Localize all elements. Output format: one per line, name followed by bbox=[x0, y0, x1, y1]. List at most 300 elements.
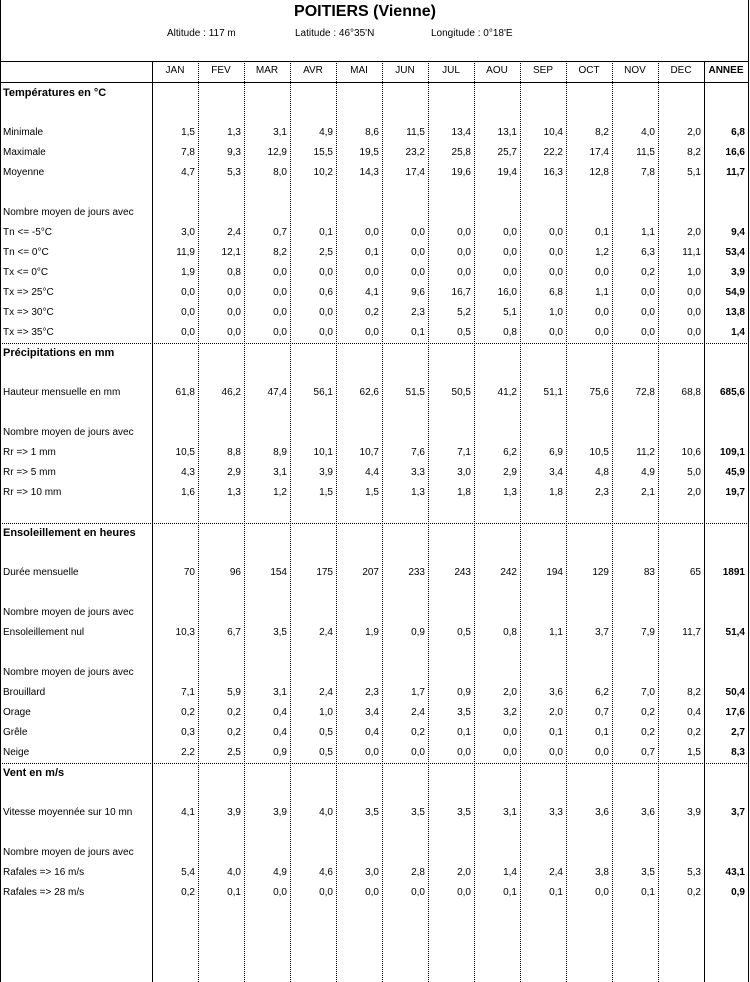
table-cell: 0,4 bbox=[273, 727, 287, 738]
table-cell: 7,9 bbox=[641, 627, 655, 638]
table-cell: 2,3 bbox=[365, 687, 379, 698]
row-label: Orage bbox=[3, 707, 31, 718]
table-cell: 0,0 bbox=[595, 747, 609, 758]
table-cell: 8,0 bbox=[273, 167, 287, 178]
table-cell: 65 bbox=[689, 567, 701, 578]
table-cell: 2,4 bbox=[411, 707, 425, 718]
table-cell: 23,2 bbox=[405, 147, 425, 158]
table-cell: 13,4 bbox=[451, 127, 471, 138]
table-cell: 0,0 bbox=[549, 227, 563, 238]
section-divider bbox=[0, 343, 749, 344]
table-cell: 11,5 bbox=[406, 127, 425, 138]
table-cell: 194 bbox=[546, 567, 563, 578]
table-cell: 7,6 bbox=[411, 447, 425, 458]
column-line bbox=[382, 61, 383, 982]
table-cell: 0,0 bbox=[411, 887, 425, 898]
annual-total-cell: 13,8 bbox=[725, 307, 745, 318]
column-header-sep: SEP bbox=[532, 65, 553, 76]
table-cell: 0,0 bbox=[273, 327, 287, 338]
table-cell: 10,7 bbox=[359, 447, 379, 458]
table-cell: 0,0 bbox=[549, 267, 563, 278]
column-header-jun: JUN bbox=[395, 65, 415, 76]
table-cell: 0,6 bbox=[319, 287, 333, 298]
section-title: Températures en °C bbox=[3, 87, 107, 99]
table-cell: 1,8 bbox=[457, 487, 471, 498]
row-label: Tx => 30°C bbox=[3, 307, 54, 318]
table-cell: 0,0 bbox=[365, 267, 379, 278]
row-label: Rafales => 16 m/s bbox=[3, 867, 85, 878]
section-title: Ensoleillement en heures bbox=[3, 527, 136, 539]
table-cell: 2,9 bbox=[227, 467, 241, 478]
table-cell: 22,2 bbox=[543, 147, 563, 158]
table-cell: 0,1 bbox=[503, 887, 517, 898]
column-line bbox=[704, 61, 705, 982]
table-cell: 50,5 bbox=[451, 387, 471, 398]
table-cell: 0,0 bbox=[319, 887, 333, 898]
table-cell: 0,2 bbox=[411, 727, 425, 738]
annual-total-cell: 8,3 bbox=[731, 747, 745, 758]
table-cell: 0,8 bbox=[503, 627, 517, 638]
table-cell: 0,2 bbox=[687, 887, 701, 898]
table-cell: 8,9 bbox=[273, 447, 287, 458]
table-cell: 10,1 bbox=[313, 447, 333, 458]
table-cell: 4,7 bbox=[181, 167, 195, 178]
table-cell: 0,4 bbox=[273, 707, 287, 718]
table-cell: 0,0 bbox=[595, 307, 609, 318]
column-header-jan: JAN bbox=[165, 65, 185, 76]
column-line bbox=[612, 61, 613, 982]
table-cell: 4,9 bbox=[273, 867, 287, 878]
table-cell: 4,8 bbox=[595, 467, 609, 478]
table-cell: 12,8 bbox=[589, 167, 609, 178]
annual-total-cell: 54,9 bbox=[725, 287, 745, 298]
column-header-jul: JUL bbox=[442, 65, 460, 76]
annual-total-cell: 3,9 bbox=[731, 267, 745, 278]
table-cell: 17,4 bbox=[405, 167, 425, 178]
table-cell: 0,0 bbox=[503, 267, 517, 278]
column-header-avr: AVR bbox=[303, 65, 323, 76]
table-cell: 10,2 bbox=[313, 167, 333, 178]
table-cell: 0,0 bbox=[457, 887, 471, 898]
table-cell: 8,2 bbox=[595, 127, 609, 138]
table-cell: 1,0 bbox=[687, 267, 701, 278]
table-cell: 0,7 bbox=[273, 227, 287, 238]
table-cell: 0,0 bbox=[457, 747, 471, 758]
table-cell: 0,5 bbox=[319, 727, 333, 738]
table-cell: 19,4 bbox=[497, 167, 517, 178]
table-cell: 0,0 bbox=[181, 307, 195, 318]
row-label: Tx => 25°C bbox=[3, 287, 54, 298]
column-line bbox=[566, 61, 567, 982]
table-cell: 11,5 bbox=[636, 147, 655, 158]
table-cell: 2,8 bbox=[411, 867, 425, 878]
table-cell: 46,2 bbox=[221, 387, 241, 398]
table-cell: 1,3 bbox=[503, 487, 517, 498]
table-cell: 0,0 bbox=[503, 747, 517, 758]
section-divider bbox=[0, 523, 749, 524]
page-title: POITIERS (Vienne) bbox=[294, 3, 436, 20]
table-cell: 17,4 bbox=[589, 147, 609, 158]
table-cell: 1,3 bbox=[227, 487, 241, 498]
altitude-text: Altitude : 117 m bbox=[167, 28, 236, 39]
header-bottom-line bbox=[0, 82, 749, 83]
table-cell: 3,1 bbox=[503, 807, 517, 818]
table-cell: 2,4 bbox=[549, 867, 563, 878]
table-cell: 154 bbox=[270, 567, 287, 578]
table-cell: 56,1 bbox=[313, 387, 333, 398]
column-header-mai: MAI bbox=[350, 65, 368, 76]
table-cell: 4,4 bbox=[365, 467, 379, 478]
row-label: Ensoleillement nul bbox=[3, 627, 85, 638]
table-cell: 1,4 bbox=[503, 867, 517, 878]
table-cell: 3,4 bbox=[549, 467, 563, 478]
table-cell: 1,1 bbox=[549, 627, 563, 638]
table-cell: 7,8 bbox=[641, 167, 655, 178]
table-cell: 3,6 bbox=[641, 807, 655, 818]
note-label: Nombre moyen de jours avec bbox=[3, 607, 134, 618]
table-cell: 1,1 bbox=[641, 227, 655, 238]
table-cell: 0,0 bbox=[365, 887, 379, 898]
table-cell: 3,0 bbox=[365, 867, 379, 878]
table-cell: 2,0 bbox=[687, 127, 701, 138]
table-cell: 0,0 bbox=[273, 887, 287, 898]
table-cell: 75,6 bbox=[589, 387, 609, 398]
table-cell: 3,9 bbox=[273, 807, 287, 818]
table-cell: 2,0 bbox=[549, 707, 563, 718]
table-cell: 10,5 bbox=[589, 447, 609, 458]
table-cell: 8,2 bbox=[687, 147, 701, 158]
annual-total-cell: 43,1 bbox=[725, 867, 745, 878]
header-top-line bbox=[0, 61, 749, 62]
table-cell: 0,0 bbox=[365, 747, 379, 758]
table-cell: 0,0 bbox=[227, 307, 241, 318]
table-cell: 233 bbox=[408, 567, 425, 578]
row-label: Tn <= 0°C bbox=[3, 247, 49, 258]
annual-total-cell: 6,8 bbox=[731, 127, 745, 138]
table-cell: 8,2 bbox=[687, 687, 701, 698]
table-cell: 0,0 bbox=[687, 287, 701, 298]
table-cell: 4,0 bbox=[319, 807, 333, 818]
table-cell: 3,3 bbox=[549, 807, 563, 818]
table-cell: 5,9 bbox=[227, 687, 241, 698]
table-cell: 0,5 bbox=[457, 327, 471, 338]
table-cell: 5,2 bbox=[457, 307, 471, 318]
table-cell: 72,8 bbox=[635, 387, 655, 398]
table-cell: 5,1 bbox=[687, 167, 701, 178]
column-header-aou: AOU bbox=[486, 65, 508, 76]
table-cell: 0,9 bbox=[457, 687, 471, 698]
table-cell: 11,2 bbox=[636, 447, 655, 458]
table-cell: 6,3 bbox=[641, 247, 655, 258]
table-cell: 1,5 bbox=[181, 127, 195, 138]
table-cell: 175 bbox=[316, 567, 333, 578]
table-cell: 1,2 bbox=[273, 487, 287, 498]
table-cell: 3,5 bbox=[411, 807, 425, 818]
table-cell: 6,2 bbox=[503, 447, 517, 458]
table-cell: 5,1 bbox=[503, 307, 517, 318]
table-cell: 0,0 bbox=[457, 267, 471, 278]
table-cell: 0,0 bbox=[503, 727, 517, 738]
row-label: Maximale bbox=[3, 147, 46, 158]
table-cell: 0,0 bbox=[687, 327, 701, 338]
table-cell: 6,9 bbox=[549, 447, 563, 458]
table-cell: 0,0 bbox=[549, 247, 563, 258]
table-frame-left bbox=[0, 0, 1, 982]
table-cell: 1,7 bbox=[411, 687, 425, 698]
annual-total-cell: 50,4 bbox=[725, 687, 745, 698]
row-label: Neige bbox=[3, 747, 30, 758]
table-cell: 7,8 bbox=[181, 147, 195, 158]
table-cell: 10,5 bbox=[175, 447, 195, 458]
table-cell: 0,0 bbox=[227, 287, 241, 298]
table-cell: 0,0 bbox=[273, 287, 287, 298]
table-cell: 68,8 bbox=[681, 387, 701, 398]
column-line bbox=[198, 61, 199, 982]
table-cell: 2,3 bbox=[595, 487, 609, 498]
table-cell: 0,2 bbox=[365, 307, 379, 318]
table-cell: 16,7 bbox=[451, 287, 471, 298]
table-cell: 0,0 bbox=[273, 307, 287, 318]
column-line bbox=[290, 61, 291, 982]
note-label: Nombre moyen de jours avec bbox=[3, 207, 134, 218]
table-cell: 51,5 bbox=[405, 387, 425, 398]
column-line bbox=[658, 61, 659, 982]
table-cell: 242 bbox=[500, 567, 517, 578]
table-cell: 10,6 bbox=[681, 447, 701, 458]
table-cell: 1,0 bbox=[319, 707, 333, 718]
table-cell: 0,0 bbox=[273, 267, 287, 278]
table-cell: 0,0 bbox=[319, 307, 333, 318]
table-cell: 0,0 bbox=[641, 327, 655, 338]
table-cell: 2,5 bbox=[227, 747, 241, 758]
table-cell: 10,3 bbox=[175, 627, 195, 638]
table-cell: 0,0 bbox=[227, 327, 241, 338]
section-title: Vent en m/s bbox=[3, 767, 65, 779]
table-cell: 3,8 bbox=[595, 867, 609, 878]
column-line bbox=[428, 61, 429, 982]
table-cell: 0,2 bbox=[227, 707, 241, 718]
table-cell: 5,0 bbox=[687, 467, 701, 478]
table-cell: 1,9 bbox=[365, 627, 379, 638]
table-cell: 96 bbox=[229, 567, 241, 578]
table-cell: 0,9 bbox=[273, 747, 287, 758]
table-cell: 207 bbox=[362, 567, 379, 578]
row-label: Rr => 5 mm bbox=[3, 467, 56, 478]
table-cell: 0,1 bbox=[411, 327, 425, 338]
table-cell: 4,0 bbox=[227, 867, 241, 878]
column-header-annee: ANNEE bbox=[708, 65, 744, 76]
table-cell: 0,0 bbox=[411, 247, 425, 258]
table-cell: 8,8 bbox=[227, 447, 241, 458]
table-cell: 0,0 bbox=[549, 327, 563, 338]
table-cell: 3,2 bbox=[503, 707, 517, 718]
annual-total-cell: 11,7 bbox=[726, 167, 745, 178]
table-cell: 7,0 bbox=[641, 687, 655, 698]
table-cell: 0,8 bbox=[227, 267, 241, 278]
table-cell: 0,1 bbox=[549, 727, 563, 738]
table-cell: 5,3 bbox=[687, 867, 701, 878]
table-cell: 0,2 bbox=[181, 707, 195, 718]
table-cell: 1,5 bbox=[687, 747, 701, 758]
table-cell: 0,0 bbox=[319, 267, 333, 278]
table-cell: 3,3 bbox=[411, 467, 425, 478]
row-label: Minimale bbox=[3, 127, 44, 138]
table-cell: 4,0 bbox=[641, 127, 655, 138]
row-label: Rr => 10 mm bbox=[3, 487, 62, 498]
table-cell: 0,0 bbox=[365, 327, 379, 338]
table-cell: 2,0 bbox=[687, 227, 701, 238]
table-cell: 3,4 bbox=[365, 707, 379, 718]
section-divider bbox=[0, 763, 749, 764]
table-cell: 0,0 bbox=[595, 267, 609, 278]
annual-total-cell: 0,9 bbox=[731, 887, 745, 898]
table-cell: 0,7 bbox=[595, 707, 609, 718]
table-cell: 2,4 bbox=[319, 687, 333, 698]
table-cell: 0,2 bbox=[641, 707, 655, 718]
table-cell: 25,8 bbox=[451, 147, 471, 158]
table-cell: 0,2 bbox=[641, 267, 655, 278]
row-label: Tx <= 0°C bbox=[3, 267, 49, 278]
table-cell: 7,1 bbox=[181, 687, 195, 698]
row-label: Tn <= -5°C bbox=[3, 227, 53, 238]
table-cell: 1,3 bbox=[227, 127, 241, 138]
row-label: Tx => 35°C bbox=[3, 327, 54, 338]
table-cell: 1,5 bbox=[365, 487, 379, 498]
row-label: Rafales => 28 m/s bbox=[3, 887, 85, 898]
column-line bbox=[336, 61, 337, 982]
annual-total-cell: 51,4 bbox=[725, 627, 745, 638]
table-cell: 0,0 bbox=[457, 247, 471, 258]
table-cell: 0,0 bbox=[365, 227, 379, 238]
table-cell: 0,1 bbox=[595, 727, 609, 738]
table-cell: 0,9 bbox=[411, 627, 425, 638]
table-cell: 11,9 bbox=[176, 247, 195, 258]
table-cell: 61,8 bbox=[175, 387, 195, 398]
table-cell: 0,8 bbox=[503, 327, 517, 338]
table-cell: 41,2 bbox=[497, 387, 517, 398]
table-cell: 47,4 bbox=[267, 387, 287, 398]
table-cell: 4,1 bbox=[181, 807, 195, 818]
annual-total-cell: 17,6 bbox=[725, 707, 745, 718]
table-cell: 2,0 bbox=[457, 867, 471, 878]
table-cell: 2,0 bbox=[687, 487, 701, 498]
row-label: Hauteur mensuelle en mm bbox=[3, 387, 121, 398]
annual-total-cell: 9,4 bbox=[731, 227, 745, 238]
table-cell: 0,0 bbox=[181, 287, 195, 298]
table-cell: 10,4 bbox=[543, 127, 563, 138]
table-cell: 0,2 bbox=[687, 727, 701, 738]
table-cell: 0,1 bbox=[549, 887, 563, 898]
annual-total-cell: 16,6 bbox=[725, 147, 745, 158]
table-cell: 8,2 bbox=[273, 247, 287, 258]
column-line bbox=[244, 61, 245, 982]
annual-total-cell: 1,4 bbox=[731, 327, 745, 338]
table-cell: 4,6 bbox=[319, 867, 333, 878]
column-line bbox=[152, 61, 153, 982]
table-cell: 2,4 bbox=[319, 627, 333, 638]
table-cell: 51,1 bbox=[543, 387, 563, 398]
table-cell: 9,6 bbox=[411, 287, 425, 298]
table-cell: 0,7 bbox=[641, 747, 655, 758]
annual-total-cell: 19,7 bbox=[725, 487, 745, 498]
table-cell: 0,0 bbox=[641, 287, 655, 298]
table-cell: 16,0 bbox=[497, 287, 517, 298]
table-cell: 3,9 bbox=[227, 807, 241, 818]
table-cell: 129 bbox=[592, 567, 609, 578]
annual-total-cell: 53,4 bbox=[725, 247, 745, 258]
table-cell: 16,3 bbox=[543, 167, 563, 178]
table-cell: 0,0 bbox=[595, 887, 609, 898]
table-cell: 6,8 bbox=[549, 287, 563, 298]
table-cell: 62,6 bbox=[359, 387, 379, 398]
annual-total-cell: 45,9 bbox=[725, 467, 745, 478]
table-cell: 3,1 bbox=[273, 127, 287, 138]
table-cell: 2,1 bbox=[641, 487, 655, 498]
column-line bbox=[474, 61, 475, 982]
table-cell: 6,7 bbox=[227, 627, 241, 638]
row-label: Moyenne bbox=[3, 167, 45, 178]
column-header-mar: MAR bbox=[255, 65, 279, 76]
table-cell: 3,6 bbox=[549, 687, 563, 698]
table-cell: 19,5 bbox=[359, 147, 379, 158]
annual-total-cell: 109,1 bbox=[719, 447, 745, 458]
table-cell: 0,1 bbox=[319, 227, 333, 238]
table-cell: 15,5 bbox=[313, 147, 333, 158]
table-cell: 70 bbox=[183, 567, 195, 578]
table-cell: 1,8 bbox=[549, 487, 563, 498]
table-cell: 0,2 bbox=[227, 727, 241, 738]
table-cell: 0,1 bbox=[227, 887, 241, 898]
table-cell: 1,0 bbox=[549, 307, 563, 318]
table-cell: 2,5 bbox=[319, 247, 333, 258]
table-cell: 0,4 bbox=[365, 727, 379, 738]
row-label: Grêle bbox=[3, 727, 28, 738]
table-cell: 1,9 bbox=[181, 267, 195, 278]
table-cell: 0,0 bbox=[411, 227, 425, 238]
annual-total-cell: 3,7 bbox=[731, 807, 745, 818]
table-cell: 0,5 bbox=[319, 747, 333, 758]
note-label: Nombre moyen de jours avec bbox=[3, 667, 134, 678]
table-cell: 0,0 bbox=[503, 247, 517, 258]
table-cell: 0,0 bbox=[595, 327, 609, 338]
table-cell: 5,4 bbox=[181, 867, 195, 878]
table-cell: 0,1 bbox=[365, 247, 379, 258]
table-cell: 3,7 bbox=[595, 627, 609, 638]
table-cell: 3,1 bbox=[273, 687, 287, 698]
row-label: Rr => 1 mm bbox=[3, 447, 56, 458]
table-cell: 0,2 bbox=[181, 887, 195, 898]
table-cell: 3,0 bbox=[181, 227, 195, 238]
annual-total-cell: 685,6 bbox=[719, 387, 745, 398]
table-cell: 5,3 bbox=[227, 167, 241, 178]
latitude-text: Latitude : 46°35'N bbox=[295, 28, 375, 39]
annual-total-cell: 1891 bbox=[722, 567, 745, 578]
table-cell: 1,1 bbox=[595, 287, 609, 298]
table-cell: 0,0 bbox=[687, 307, 701, 318]
table-cell: 3,5 bbox=[457, 707, 471, 718]
row-label: Brouillard bbox=[3, 687, 46, 698]
table-cell: 83 bbox=[643, 567, 655, 578]
table-cell: 3,9 bbox=[319, 467, 333, 478]
table-cell: 3,1 bbox=[273, 467, 287, 478]
table-cell: 0,1 bbox=[457, 727, 471, 738]
table-cell: 3,9 bbox=[687, 807, 701, 818]
table-cell: 0,0 bbox=[319, 327, 333, 338]
row-label: Vitesse moyennée sur 10 mn bbox=[3, 807, 133, 818]
table-cell: 0,1 bbox=[641, 887, 655, 898]
table-cell: 6,2 bbox=[595, 687, 609, 698]
table-cell: 3,5 bbox=[457, 807, 471, 818]
